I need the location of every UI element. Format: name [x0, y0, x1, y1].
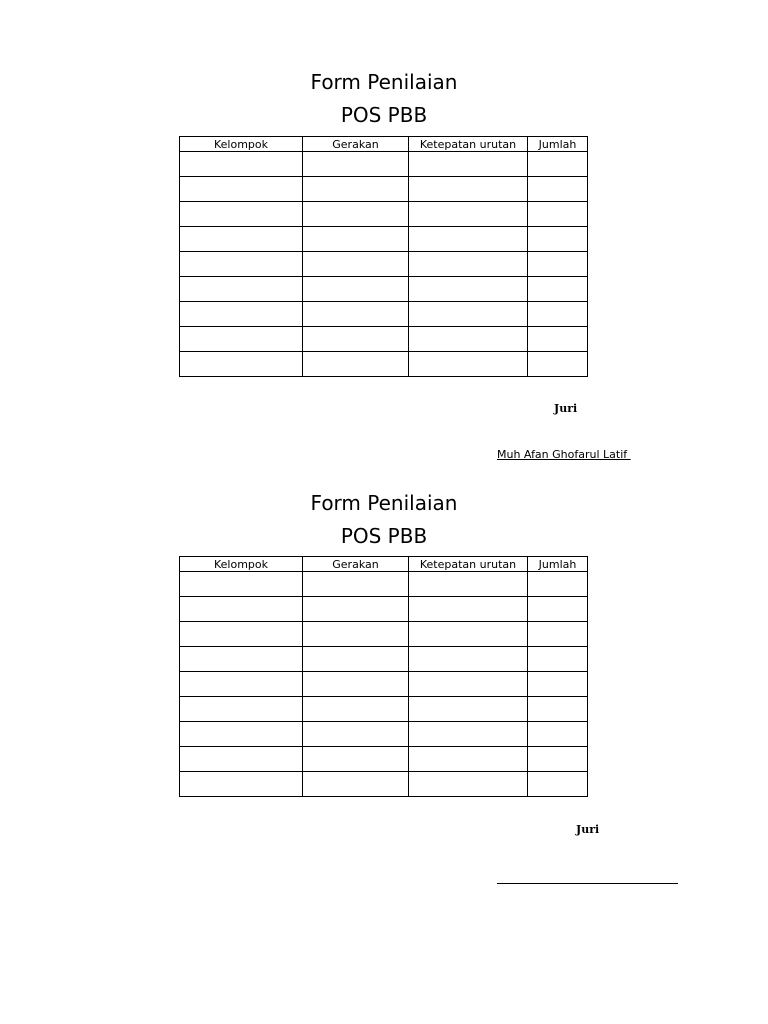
- score-table: [179, 136, 588, 377]
- cell-kelompok: [180, 647, 303, 672]
- table-row: [180, 772, 588, 797]
- column-header-jumlah: Jumlah: [528, 557, 588, 572]
- column-header-jumlah: Jumlah: [528, 137, 588, 152]
- cell-ketepatan-urutan: [409, 302, 528, 327]
- cell-ketepatan-urutan: [409, 772, 528, 797]
- form-title: Form Penilaian: [310, 70, 458, 94]
- table-row: [180, 622, 588, 647]
- cell-gerakan: [303, 772, 409, 797]
- cell-gerakan: [303, 747, 409, 772]
- cell-kelompok: [180, 622, 303, 647]
- cell-gerakan: [303, 672, 409, 697]
- cell-kelompok: [180, 697, 303, 722]
- cell-gerakan: [303, 177, 409, 202]
- cell-kelompok: [180, 227, 303, 252]
- column-header-gerakan: Gerakan: [303, 137, 409, 152]
- table-row: [180, 327, 588, 352]
- cell-gerakan: [303, 597, 409, 622]
- table-row: [180, 597, 588, 622]
- cell-kelompok: [180, 302, 303, 327]
- cell-gerakan: [303, 227, 409, 252]
- cell-jumlah: [528, 672, 588, 697]
- table-row: [180, 722, 588, 747]
- cell-gerakan: [303, 697, 409, 722]
- cell-ketepatan-urutan: [409, 722, 528, 747]
- cell-jumlah: [528, 277, 588, 302]
- cell-jumlah: [528, 177, 588, 202]
- cell-jumlah: [528, 697, 588, 722]
- form-title: Form Penilaian: [310, 491, 458, 515]
- cell-kelompok: [180, 327, 303, 352]
- cell-kelompok: [180, 747, 303, 772]
- table-header-row: [180, 137, 588, 152]
- table-row: [180, 647, 588, 672]
- table-row: [180, 252, 588, 277]
- table-row: [180, 202, 588, 227]
- cell-ketepatan-urutan: [409, 622, 528, 647]
- cell-ketepatan-urutan: [409, 647, 528, 672]
- cell-jumlah: [528, 572, 588, 597]
- cell-ketepatan-urutan: [409, 352, 528, 377]
- cell-gerakan: [303, 647, 409, 672]
- cell-kelompok: [180, 352, 303, 377]
- cell-ketepatan-urutan: [409, 252, 528, 277]
- table-row: [180, 277, 588, 302]
- cell-jumlah: [528, 772, 588, 797]
- cell-jumlah: [528, 747, 588, 772]
- cell-ketepatan-urutan: [409, 597, 528, 622]
- column-header-kelompok: Kelompok: [180, 557, 303, 572]
- cell-ketepatan-urutan: [409, 572, 528, 597]
- cell-jumlah: [528, 152, 588, 177]
- column-header-ketepatan-urutan: Ketepatan urutan: [409, 557, 528, 572]
- cell-kelompok: [180, 672, 303, 697]
- cell-ketepatan-urutan: [409, 202, 528, 227]
- table-row: [180, 697, 588, 722]
- cell-ketepatan-urutan: [409, 697, 528, 722]
- form-subtitle: POS PBB: [340, 524, 428, 548]
- cell-ketepatan-urutan: [409, 327, 528, 352]
- cell-ketepatan-urutan: [409, 672, 528, 697]
- cell-jumlah: [528, 597, 588, 622]
- table-row: [180, 177, 588, 202]
- cell-gerakan: [303, 252, 409, 277]
- cell-kelompok: [180, 722, 303, 747]
- column-header-gerakan: Gerakan: [303, 557, 409, 572]
- cell-kelompok: [180, 772, 303, 797]
- cell-kelompok: [180, 597, 303, 622]
- cell-kelompok: [180, 277, 303, 302]
- cell-ketepatan-urutan: [409, 152, 528, 177]
- table-body: [180, 572, 588, 797]
- table-row: [180, 352, 588, 377]
- judge-label: Juri: [576, 823, 600, 836]
- cell-kelompok: [180, 572, 303, 597]
- cell-ketepatan-urutan: [409, 747, 528, 772]
- cell-ketepatan-urutan: [409, 227, 528, 252]
- cell-jumlah: [528, 722, 588, 747]
- cell-kelompok: [180, 252, 303, 277]
- cell-ketepatan-urutan: [409, 177, 528, 202]
- table-header-row: [180, 557, 588, 572]
- cell-gerakan: [303, 622, 409, 647]
- cell-gerakan: [303, 152, 409, 177]
- cell-gerakan: [303, 722, 409, 747]
- cell-jumlah: [528, 622, 588, 647]
- cell-ketepatan-urutan: [409, 277, 528, 302]
- score-table: [179, 556, 588, 797]
- column-header-ketepatan-urutan: Ketepatan urutan: [409, 137, 528, 152]
- cell-gerakan: [303, 302, 409, 327]
- cell-jumlah: [528, 202, 588, 227]
- table-body: [180, 152, 588, 377]
- cell-gerakan: [303, 572, 409, 597]
- column-header-kelompok: Kelompok: [180, 137, 303, 152]
- table-row: [180, 302, 588, 327]
- cell-kelompok: [180, 202, 303, 227]
- table-row: [180, 227, 588, 252]
- cell-jumlah: [528, 227, 588, 252]
- cell-jumlah: [528, 647, 588, 672]
- table-row: [180, 572, 588, 597]
- form-subtitle: POS PBB: [340, 103, 428, 127]
- cell-jumlah: [528, 327, 588, 352]
- judge-name: Muh Afan Ghofarul Latif: [497, 448, 631, 461]
- cell-gerakan: [303, 277, 409, 302]
- cell-gerakan: [303, 202, 409, 227]
- cell-gerakan: [303, 327, 409, 352]
- cell-gerakan: [303, 352, 409, 377]
- cell-kelompok: [180, 152, 303, 177]
- cell-jumlah: [528, 302, 588, 327]
- cell-jumlah: [528, 252, 588, 277]
- table-row: [180, 747, 588, 772]
- cell-kelompok: [180, 177, 303, 202]
- table-row: [180, 672, 588, 697]
- signature-line: [497, 883, 678, 884]
- cell-jumlah: [528, 352, 588, 377]
- table-row: [180, 152, 588, 177]
- judge-label: Juri: [554, 402, 578, 415]
